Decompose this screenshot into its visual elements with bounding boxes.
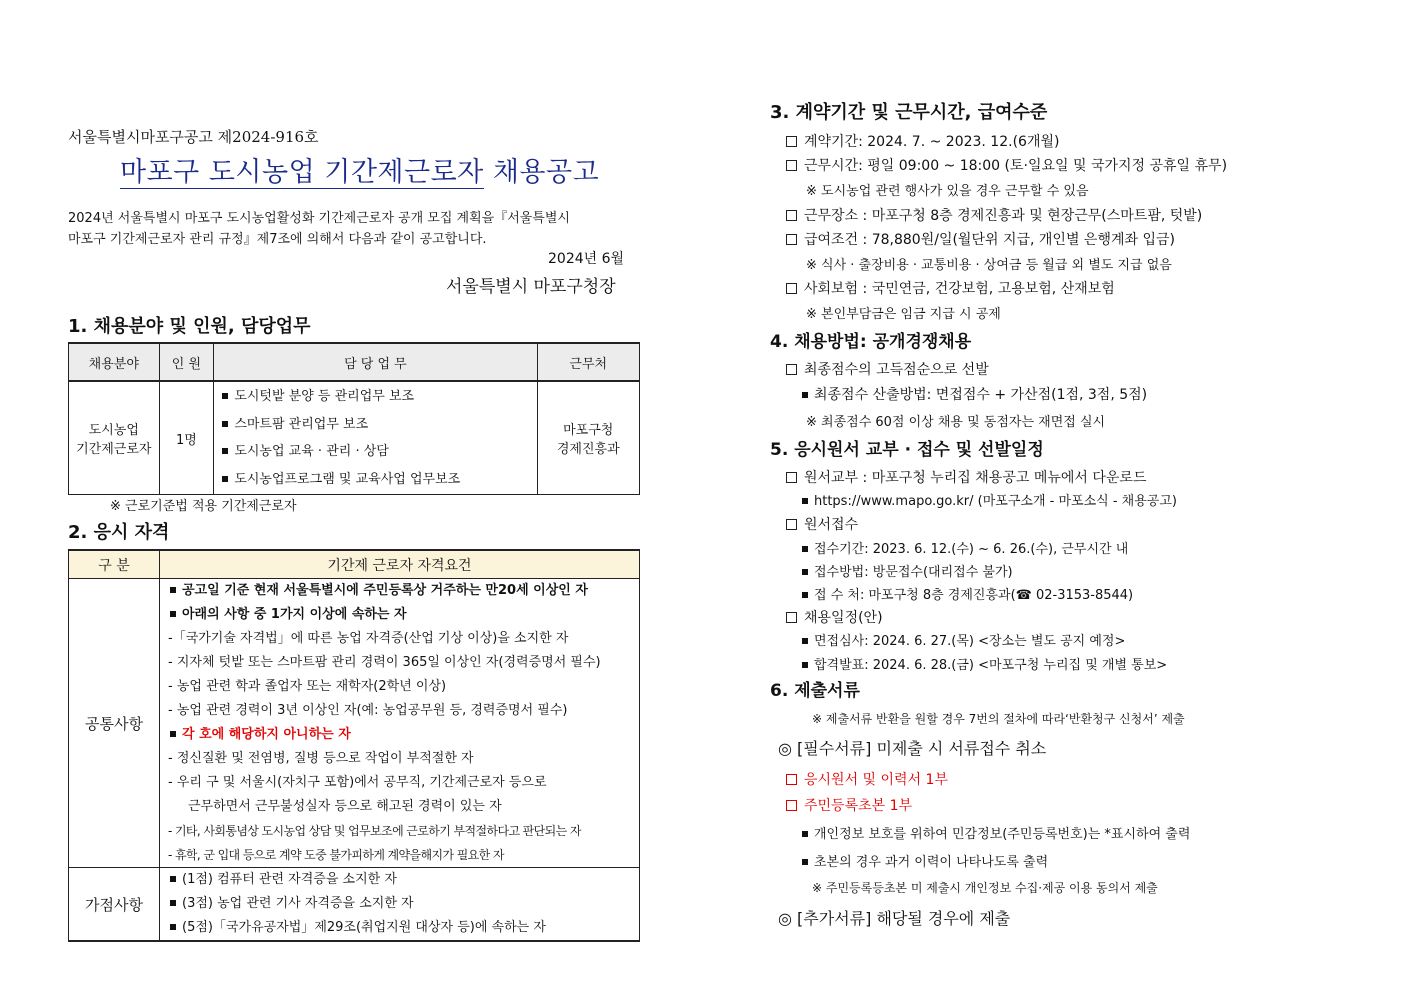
selection: 최종점수의 고득점순으로 선발 (786, 359, 989, 379)
notice-number: 서울특별시마포구공고 제2024-916호 (68, 128, 319, 146)
form-receipt: 원서접수 (786, 514, 858, 534)
section-2-title: 2. 응시 자격 (68, 522, 170, 543)
contract-period: 계약기간: 2024. 7. ~ 2023. 12.(6개월) (786, 131, 1059, 151)
section-3-title: 3. 계약기간 및 근무시간, 급여수준 (770, 102, 1048, 123)
required-doc-2-sub-1: 개인정보 보호를 위하여 민감정보(주민등록번호)는 *표시하여 출력 (800, 823, 1190, 842)
duty-item: 도시농업 교육 · 관리 · 상담 (220, 438, 535, 466)
required-doc-1: 응시원서 및 이력서 1부 (786, 769, 948, 789)
section-1-title: 1. 채용분야 및 인원, 담당업무 (68, 316, 311, 337)
interview-date: 면접심사: 2024. 6. 27.(목) <장소는 별도 공지 예정> (800, 630, 1125, 649)
required-doc-2-sub-2: 초본의 경우 과거 이력이 나타나도록 출력 (800, 851, 1048, 870)
insurance-note: ※ 본인부담금은 임금 지급 시 공제 (806, 307, 1001, 322)
schedule: 채용일정(안) (786, 607, 883, 627)
required-doc-note: ※ 주민등록등초본 미 제출시 개인정보 수집·제공 이용 동의서 제출 (812, 881, 1158, 895)
qualification-table (68, 549, 640, 942)
required-doc-2: 주민등록초본 1부 (786, 795, 912, 815)
th-count: 인 원 (159, 343, 214, 381)
insurance: 사회보험 : 국민연금, 건강보험, 고용보험, 산재보험 (786, 278, 1115, 298)
duty-item: 도시농업프로그램 및 교육사업 업무보조 (220, 466, 535, 494)
selection-calc: 최종점수 산출방법: 면접점수 + 가산점(1점, 3점, 5점) (800, 384, 1147, 404)
duty-item: 도시텃밭 분양 등 관리업무 보조 (220, 383, 535, 411)
duty-item: 스마트팜 관리업무 보조 (220, 411, 535, 439)
issuer: 서울특별시 마포구청장 (446, 277, 616, 297)
field-cell: 도시농업 기간제근로자 (69, 381, 160, 495)
section-6-note: ※ 제출서류 반환을 원할 경우 7번의 절차에 따라‘반환청구 신청서’ 제출 (812, 712, 1185, 726)
th-place: 근무처 (537, 343, 640, 381)
intro-line-1: 2024년 서울특별시 마포구 도시농업활성화 기간제근로자 공개 모집 계획을『서울특별시 (68, 211, 570, 226)
section-6-title: 6. 제출서류 (770, 681, 860, 701)
place-cell: 마포구청 경제진흥과 (537, 381, 640, 495)
th-field: 채용분야 (69, 343, 160, 381)
th-duties: 담 당 업 무 (214, 343, 537, 381)
table1-note: ※ 근로기준법 적용 기간제근로자 (110, 499, 297, 514)
section-4-title: 4. 채용방법: 공개경쟁채용 (770, 332, 972, 352)
bonus-requirements: (1점) 컴퓨터 관련 자격증을 소지한 자 (3점) 농업 관련 기사 자격증을 소지한 자 (5점)「국가유공자법」제29조(취업지원 대상자 등)에 속하는 자 (160, 868, 640, 942)
selection-note: ※ 최종점수 60점 이상 채용 및 동점자는 재면접 실시 (806, 415, 1106, 430)
salary: 급여조건 : 78,880원/일(월단위 지급, 개인별 은행계좌 입금) (786, 229, 1175, 249)
notice-date: 2024년 6월 (548, 251, 625, 267)
form-url[interactable]: https://www.mapo.go.kr/ (마포구소개 - 마포소식 - 채용공고) (800, 490, 1177, 509)
extra-docs-title: ◎ [추가서류] 해당될 경우에 제출 (778, 909, 1011, 928)
bonus-label: 가점사항 (69, 868, 160, 942)
work-hours-note: ※ 도시농업 관련 행사가 있을 경우 근무할 수 있음 (806, 184, 1089, 199)
receipt-method: 접수방법: 방문접수(대리접수 불가) (800, 561, 1013, 580)
count-cell: 1명 (159, 381, 214, 495)
salary-note: ※ 식사 · 출장비용 · 교통비용 · 상여금 등 월급 외 별도 지급 없음 (806, 258, 1172, 273)
work-place: 근무장소 : 마포구청 8층 경제진흥과 및 현장근무(스마트팜, 텃밭) (786, 205, 1202, 225)
page-title: 마포구 도시농업 기간제근로자 채용공고 (120, 157, 600, 188)
announce-date: 합격발표: 2024. 6. 28.(금) <마포구청 누리집 및 개별 통보> (800, 654, 1167, 673)
common-requirements: 공고일 기준 현재 서울특별시에 주민등록상 거주하는 만20세 이상인 자 아래의 사항 중 1가지 이상에 속하는 자 -「국가기술 자격법」에 따른 농업 자격증(산업 기상 이상)을 소지한 자 - 지자체 텃밭 또는 스마트팜 관리 경력이 365일 이상인 자(경력증명서 필수) - 농업 관련 학과 졸업자 또는 재학자(2학년 이상) - 농업 관련 경력이 3년 이상인 자(예: 농업공무원 등, 경력증명서 필수) 각 호에 해당하지 아니하는 자 - 정신질환 및 전염병, 질병 등으로 작업이 부적절한 자 - 우리 구 및 서울시(자치구 포함)에서 공무직, 기간제근로자 등으로 근무하면서 근무불성실자 등으로 해고된 경력이 있는 자 - 기타, 사회통념상 도시농업 상담 및 업무보조에 근로하기 부적절하다고 판단되는 자 - 휴학, 군 입대 등으로 계약 도중 불가피하게 계약을해지가 필요한 자 (160, 579, 640, 868)
duties-cell (214, 381, 537, 495)
section-5-title: 5. 응시원서 교부 · 접수 및 선발일정 (770, 440, 1044, 460)
recruitment-table (68, 342, 640, 495)
required-docs-title: ◎ [필수서류] 미제출 시 서류접수 취소 (778, 739, 1047, 758)
intro-line-2: 마포구 기간제근로자 관리 규정』제7조에 의해서 다음과 같이 공고합니다. (68, 232, 487, 247)
form-distribution: 원서교부 : 마포구청 누리집 채용공고 메뉴에서 다운로드 (786, 467, 1146, 487)
work-hours: 근무시간: 평일 09:00 ~ 18:00 (토·일요일 및 국가지정 공휴일 휴무) (786, 155, 1227, 175)
common-label: 공통사항 (69, 579, 160, 868)
receipt-period: 접수기간: 2023. 6. 12.(수) ~ 6. 26.(수), 근무시간 내 (800, 538, 1128, 557)
receipt-place: 접 수 처: 마포구청 8층 경제진흥과(☎ 02-3153-8544) (800, 584, 1133, 603)
th-category: 구 분 (69, 550, 160, 579)
th-requirements: 기간제 근로자 자격요건 (160, 550, 640, 579)
